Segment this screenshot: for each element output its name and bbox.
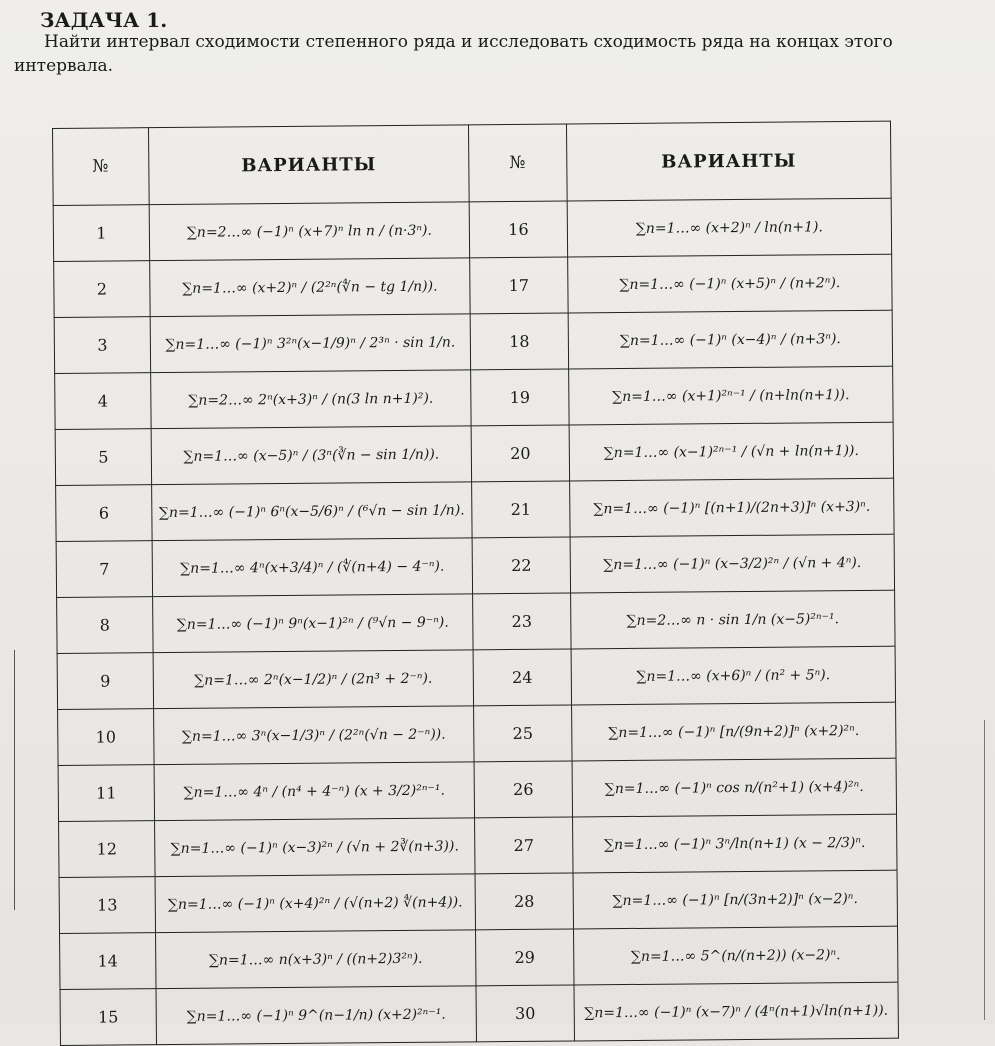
table-row xyxy=(59,870,897,933)
table-row xyxy=(54,310,892,373)
variant-number: 17 xyxy=(470,257,568,314)
variants-table-body xyxy=(53,198,898,1045)
variant-formula: ∑n=1…∞ (x+2)ⁿ / (2²ⁿ(∜n − tg 1/n)). xyxy=(150,258,470,317)
variant-formula: ∑n=1…∞ (−1)ⁿ [(n+1)/(2n+3)]ⁿ (x+3)ⁿ. xyxy=(570,478,894,537)
table-header-row xyxy=(53,121,892,205)
table-row xyxy=(58,702,896,765)
variant-number: 15 xyxy=(60,989,156,1046)
variant-number: 27 xyxy=(475,817,573,874)
header-number-right: № xyxy=(468,124,567,202)
variant-number: 30 xyxy=(476,985,574,1042)
table-row xyxy=(57,646,895,709)
variant-number: 10 xyxy=(58,709,154,766)
task-title: ЗАДАЧА 1. xyxy=(40,8,168,32)
variant-number: 22 xyxy=(472,537,570,594)
variant-formula: ∑n=1…∞ (x+6)ⁿ / (n² + 5ⁿ). xyxy=(571,646,895,705)
variant-formula: ∑n=1…∞ (−1)ⁿ 9ⁿ(x−1)²ⁿ / (⁹√n − 9⁻ⁿ). xyxy=(153,594,473,653)
variant-formula: ∑n=1…∞ (x+2)ⁿ / ln(n+1). xyxy=(567,198,891,257)
variant-formula: ∑n=1…∞ (−1)ⁿ 3²ⁿ(x−1/9)ⁿ / 2³ⁿ · sin 1/n. xyxy=(150,314,470,373)
variant-formula: ∑n=1…∞ (x+1)²ⁿ⁻¹ / (n+ln(n+1)). xyxy=(569,366,893,425)
variant-number: 25 xyxy=(474,705,572,762)
variant-number: 3 xyxy=(54,317,150,374)
variant-formula: ∑n=1…∞ 4ⁿ / (n⁴ + 4⁻ⁿ) (x + 3/2)²ⁿ⁻¹. xyxy=(154,762,474,821)
variant-formula: ∑n=1…∞ (−1)ⁿ 3ⁿ/ln(n+1) (x − 2/3)ⁿ. xyxy=(573,814,897,873)
variant-formula: ∑n=2…∞ n · sin 1/n (x−5)²ⁿ⁻¹. xyxy=(571,590,895,649)
table-row xyxy=(59,814,897,877)
variant-number: 26 xyxy=(474,761,572,818)
variant-number: 19 xyxy=(471,369,569,426)
variant-number: 7 xyxy=(56,541,152,598)
variant-number: 8 xyxy=(57,597,153,654)
task-statement: Найти интервал сходимости степенного ряда и исследовать сходимость ряда на концах этого интервала. xyxy=(14,32,893,76)
variant-number: 20 xyxy=(471,425,569,482)
variant-formula: ∑n=1…∞ 2ⁿ(x−1/2)ⁿ / (2n³ + 2⁻ⁿ). xyxy=(153,650,473,709)
table-row xyxy=(56,478,894,541)
table-row xyxy=(53,198,891,261)
variant-formula: ∑n=1…∞ (−1)ⁿ (x−7)ⁿ / (4ⁿ(n+1)√ln(n+1)). xyxy=(574,982,898,1041)
variants-table xyxy=(52,121,899,1046)
table-row xyxy=(56,534,894,597)
table-row xyxy=(57,590,895,653)
table-row xyxy=(58,758,896,821)
header-variants-left: ВАРИАНТЫ xyxy=(149,125,470,205)
variant-number: 4 xyxy=(55,373,151,430)
variant-number: 12 xyxy=(59,821,155,878)
variant-formula: ∑n=1…∞ (−1)ⁿ 6ⁿ(x−5/6)ⁿ / (⁶√n − sin 1/n). xyxy=(152,482,472,541)
variant-formula: ∑n=1…∞ 4ⁿ(x+3/4)ⁿ / (∜(n+4) − 4⁻ⁿ). xyxy=(152,538,472,597)
variant-formula: ∑n=1…∞ (x−1)²ⁿ⁻¹ / (√n + ln(n+1)). xyxy=(569,422,893,481)
variant-number: 1 xyxy=(53,205,149,262)
variant-number: 14 xyxy=(60,933,156,990)
variant-number: 13 xyxy=(59,877,155,934)
variant-formula: ∑n=1…∞ (x−5)ⁿ / (3ⁿ(∛n − sin 1/n)). xyxy=(151,426,471,485)
variant-formula: ∑n=1…∞ n(x+3)ⁿ / ((n+2)3²ⁿ). xyxy=(156,930,476,989)
table-row xyxy=(55,366,893,429)
table-row xyxy=(54,254,892,317)
table-row xyxy=(60,982,898,1045)
variant-formula: ∑n=1…∞ (−1)ⁿ 9^(n−1/n) (x+2)²ⁿ⁻¹. xyxy=(156,986,476,1045)
variant-formula: ∑n=1…∞ (−1)ⁿ cos n/(n²+1) (x+4)²ⁿ. xyxy=(572,758,896,817)
variant-formula: ∑n=1…∞ (−1)ⁿ (x−3/2)²ⁿ / (√n + 4ⁿ). xyxy=(570,534,894,593)
table-row xyxy=(55,422,893,485)
variant-number: 5 xyxy=(55,429,151,486)
variant-formula: ∑n=2…∞ (−1)ⁿ (x+7)ⁿ ln n / (n·3ⁿ). xyxy=(149,202,469,261)
variant-number: 16 xyxy=(469,201,567,258)
variant-formula: ∑n=1…∞ 5^(n/(n+2)) (x−2)ⁿ. xyxy=(574,926,898,985)
variant-formula: ∑n=1…∞ (−1)ⁿ (x−3)²ⁿ / (√n + 2∛(n+3)). xyxy=(155,818,475,877)
variant-number: 29 xyxy=(476,929,574,986)
variant-formula: ∑n=1…∞ 3ⁿ(x−1/3)ⁿ / (2²ⁿ(√n − 2⁻ⁿ)). xyxy=(154,706,474,765)
variant-number: 11 xyxy=(58,765,154,822)
adjacent-sheet-edge-left xyxy=(0,650,15,910)
variant-number: 18 xyxy=(470,313,568,370)
variant-number: 23 xyxy=(473,593,571,650)
variant-formula: ∑n=2…∞ 2ⁿ(x+3)ⁿ / (n(3 ln n+1)²). xyxy=(151,370,471,429)
header-number-left: № xyxy=(53,128,150,206)
variant-number: 9 xyxy=(57,653,153,710)
adjacent-sheet-edge-right xyxy=(984,720,995,1020)
header-variants-right: ВАРИАНТЫ xyxy=(566,121,891,201)
variant-formula: ∑n=1…∞ (−1)ⁿ [n/(9n+2)]ⁿ (x+2)²ⁿ. xyxy=(572,702,896,761)
variant-number: 28 xyxy=(475,873,573,930)
variant-formula: ∑n=1…∞ (−1)ⁿ (x+5)ⁿ / (n+2ⁿ). xyxy=(568,254,892,313)
variant-number: 2 xyxy=(54,261,150,318)
variant-number: 21 xyxy=(472,481,570,538)
variant-formula: ∑n=1…∞ (−1)ⁿ [n/(3n+2)]ⁿ (x−2)ⁿ. xyxy=(573,870,897,929)
variant-formula: ∑n=1…∞ (−1)ⁿ (x+4)²ⁿ / (√(n+2) ∜(n+4)). xyxy=(155,874,475,933)
variant-formula: ∑n=1…∞ (−1)ⁿ (x−4)ⁿ / (n+3ⁿ). xyxy=(568,310,892,369)
variant-number: 24 xyxy=(473,649,571,706)
variant-number: 6 xyxy=(56,485,152,542)
table-row xyxy=(60,926,898,989)
